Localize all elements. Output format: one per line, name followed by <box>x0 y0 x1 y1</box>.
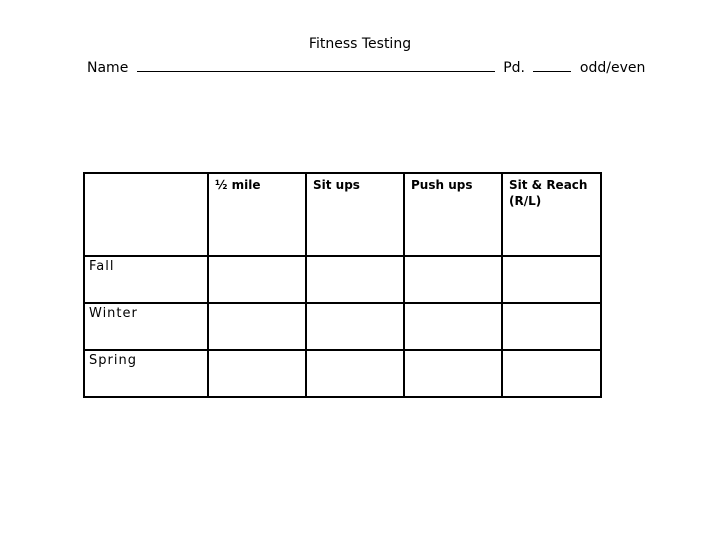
score-cell[interactable] <box>208 256 306 303</box>
score-cell[interactable] <box>502 256 601 303</box>
name-blank <box>137 58 495 72</box>
score-cell[interactable] <box>306 256 404 303</box>
score-cell[interactable] <box>306 303 404 350</box>
page-title: Fitness Testing <box>308 36 412 52</box>
score-cell[interactable] <box>502 303 601 350</box>
fitness-table <box>83 172 602 398</box>
score-cell[interactable] <box>502 350 601 397</box>
header-cell-sit-and-reach: Sit & Reach (R/L) <box>502 173 601 256</box>
table-header-row <box>84 173 601 256</box>
table-row <box>84 303 601 350</box>
period-blank <box>533 58 571 72</box>
header-cell-push-ups: Push ups <box>404 173 502 256</box>
row-label-winter: Winter <box>84 303 208 350</box>
period-label: Pd. <box>503 60 525 76</box>
name-label: Name <box>87 60 129 76</box>
row-label-fall: Fall <box>84 256 208 303</box>
score-cell[interactable] <box>208 350 306 397</box>
name-period-line <box>87 58 645 76</box>
score-cell[interactable] <box>404 350 502 397</box>
header-cell-blank <box>84 173 208 256</box>
header-cell-half-mile: ½ mile <box>208 173 306 256</box>
header-cell-sit-ups: Sit ups <box>306 173 404 256</box>
score-cell[interactable] <box>404 256 502 303</box>
table-row <box>84 256 601 303</box>
score-cell[interactable] <box>306 350 404 397</box>
row-label-spring: Spring <box>84 350 208 397</box>
score-cell[interactable] <box>208 303 306 350</box>
odd-even-label: odd/even <box>579 60 646 76</box>
table-row <box>84 350 601 397</box>
score-cell[interactable] <box>404 303 502 350</box>
